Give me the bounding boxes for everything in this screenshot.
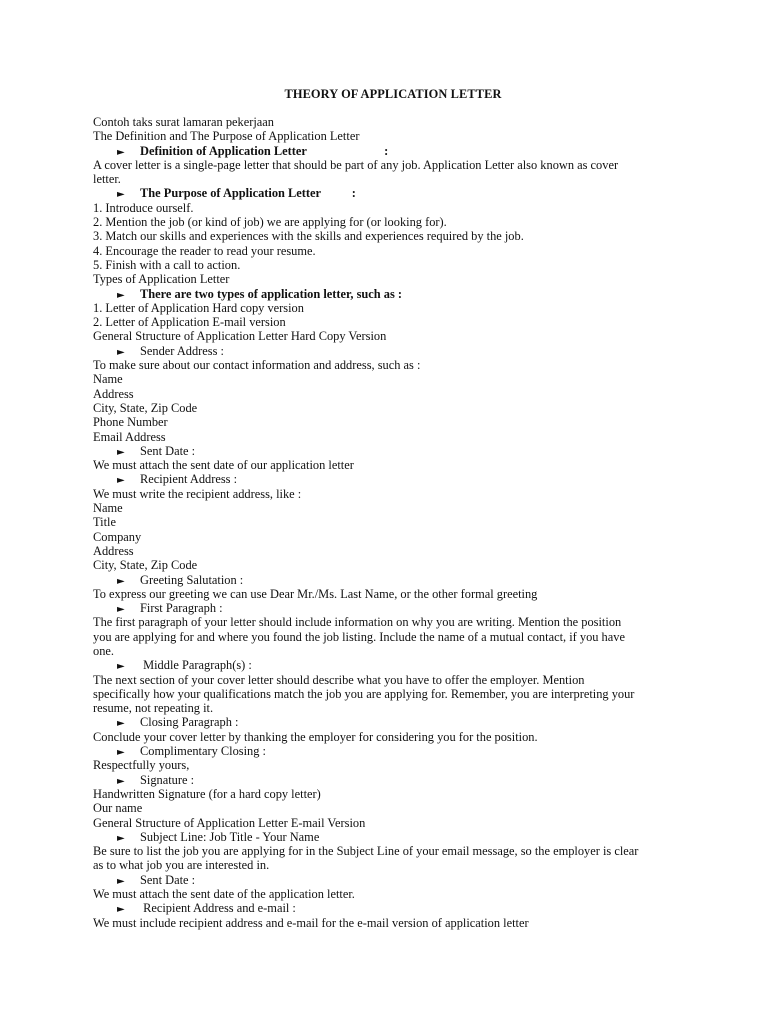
line-text: General Structure of Application Letter E-mail Version [93, 815, 366, 830]
text-line [93, 201, 693, 215]
text-line [93, 787, 693, 801]
line-text: Sender Address : [140, 343, 224, 358]
bullet-arrow-icon: ► [117, 289, 125, 301]
line-text: Sent Date : [140, 443, 196, 458]
text-line [93, 858, 693, 872]
document-title: THEORY OF APPLICATION LETTER [284, 87, 502, 101]
text-line [93, 630, 693, 644]
text-line [93, 801, 693, 815]
text-line [93, 301, 693, 315]
bullet-arrow-icon: ► [117, 775, 125, 787]
bullet-arrow-icon: ► [117, 575, 125, 587]
line-text: Title [93, 515, 116, 530]
text-line [93, 458, 693, 472]
line-text: specifically how your qualifications match the job you are applying for. Remember, you are interpreting your [93, 686, 635, 701]
text-line [93, 701, 693, 715]
bullet-heading-line [93, 873, 693, 887]
line-text: We must include recipient address and e-mail for the e-mail version of application letter [93, 915, 529, 930]
bullet-heading-line [93, 715, 693, 729]
text-line [93, 887, 693, 901]
bullet-arrow-icon: ► [117, 904, 125, 916]
line-text: To express our greeting we can use Dear Mr./Ms. Last Name, or the other formal greeting [93, 586, 538, 601]
bullet-heading-line [93, 658, 693, 672]
bullet-heading-line [93, 601, 693, 615]
text-line [93, 372, 693, 386]
bullet-arrow-icon: ► [117, 832, 125, 844]
text-line [93, 530, 693, 544]
bullet-arrow-icon: ► [117, 189, 125, 201]
text-line [93, 430, 693, 444]
line-text: Sent Date : [140, 872, 196, 887]
line-text: Definition of Application Letter : [140, 143, 389, 158]
bullet-arrow-icon: ► [117, 146, 125, 158]
line-text: We must attach the sent date of the application letter. [93, 887, 355, 902]
line-text: Name [93, 501, 123, 516]
line-text: We must write the recipient address, like : [93, 486, 302, 501]
line-text: Phone Number [93, 415, 168, 430]
line-text: To make sure about our contact information and address, such as : [93, 358, 421, 373]
line-text: 4. Encourage the reader to read your resume. [93, 243, 316, 258]
line-text: Respectfully yours, [93, 758, 190, 773]
line-text: letter. [93, 172, 121, 187]
line-text: Company [93, 529, 142, 544]
bullet-heading-line [93, 901, 693, 915]
line-text: Signature : [140, 772, 195, 787]
line-text: Recipient Address and e-mail : [140, 901, 296, 916]
line-text: 3. Match our skills and experiences with the skills and experiences required by the job. [93, 229, 524, 244]
document-body [93, 115, 693, 930]
text-line [93, 387, 693, 401]
text-line [93, 515, 693, 529]
line-text: 1. Letter of Application Hard copy version [93, 300, 304, 315]
bullet-heading-line [93, 287, 693, 301]
line-text: as to what job you are interested in. [93, 858, 270, 873]
bullet-heading-line [93, 830, 693, 844]
text-line [93, 916, 693, 930]
line-text: 2. Letter of Application E-mail version [93, 315, 286, 330]
text-line [93, 215, 693, 229]
bullet-arrow-icon: ► [117, 875, 125, 887]
text-line [93, 816, 693, 830]
line-text: resume, not repeating it. [93, 701, 214, 716]
bullet-heading-line [93, 773, 693, 787]
text-line [93, 258, 693, 272]
text-line [93, 158, 693, 172]
text-line [93, 172, 693, 186]
text-line [93, 401, 693, 415]
text-line [93, 730, 693, 744]
line-text: Complimentary Closing : [140, 744, 266, 759]
line-text: The Definition and The Purpose of Application Letter [93, 129, 360, 144]
bullet-heading-line [93, 744, 693, 758]
text-line [93, 415, 693, 429]
line-text: First Paragraph : [140, 601, 223, 616]
line-text: Handwritten Signature (for a hard copy letter) [93, 786, 321, 801]
line-text: A cover letter is a single-page letter that should be part of any job. Application Letter also known as cover [93, 157, 619, 172]
line-text: Address [93, 386, 134, 401]
line-text: The next section of your cover letter should describe what you have to offer the employer. Mention [93, 672, 585, 687]
text-line [93, 558, 693, 572]
bullet-heading-line [93, 444, 693, 458]
bullet-arrow-icon: ► [117, 718, 125, 730]
line-text: The first paragraph of your letter should include information on why you are writing. Mention the position [93, 615, 622, 630]
line-text: Name [93, 372, 123, 387]
line-text: 2. Mention the job (or kind of job) we are applying for (or looking for). [93, 215, 447, 230]
bullet-arrow-icon: ► [117, 747, 125, 759]
line-text: Subject Line: Job Title - Your Name [140, 829, 320, 844]
text-line [93, 644, 693, 658]
line-text: 5. Finish with a call to action. [93, 257, 241, 272]
line-text: Middle Paragraph(s) : [140, 658, 252, 673]
bullet-arrow-icon: ► [117, 446, 125, 458]
text-line [93, 758, 693, 772]
line-text: Closing Paragraph : [140, 715, 239, 730]
bullet-arrow-icon: ► [117, 661, 125, 673]
text-line [93, 129, 693, 143]
text-line [93, 329, 693, 343]
line-text: The Purpose of Application Letter : [140, 186, 356, 201]
bullet-heading-line [93, 144, 693, 158]
bullet-arrow-icon: ► [117, 346, 125, 358]
line-text: Address [93, 543, 134, 558]
text-line [93, 487, 693, 501]
text-line [93, 358, 693, 372]
text-line [93, 272, 693, 286]
text-line [93, 501, 693, 515]
bullet-heading-line [93, 472, 693, 486]
text-line [93, 244, 693, 258]
line-text: City, State, Zip Code [93, 400, 198, 415]
line-text: There are two types of application letter, such as : [140, 286, 403, 301]
text-line [93, 115, 693, 129]
bullet-heading-line [93, 573, 693, 587]
bullet-arrow-icon: ► [117, 604, 125, 616]
line-text: Contoh taks surat lamaran pekerjaan [93, 115, 274, 129]
bullet-heading-line [93, 186, 693, 200]
line-text: Our name [93, 801, 143, 816]
text-line [93, 844, 693, 858]
text-line [93, 687, 693, 701]
text-line [93, 587, 693, 601]
line-text: City, State, Zip Code [93, 558, 198, 573]
line-text: Greeting Salutation : [140, 572, 244, 587]
text-line [93, 315, 693, 329]
bullet-heading-line [93, 344, 693, 358]
bullet-arrow-icon: ► [117, 475, 125, 487]
line-text: Conclude your cover letter by thanking the employer for considering you for the position. [93, 729, 538, 744]
text-line [93, 229, 693, 243]
line-text: Be sure to list the job you are applying for in the Subject Line of your email message, so the employer is clear [93, 844, 639, 859]
text-line [93, 673, 693, 687]
line-text: 1. Introduce ourself. [93, 200, 194, 215]
line-text: Recipient Address : [140, 472, 238, 487]
text-line [93, 615, 693, 629]
line-text: Email Address [93, 429, 166, 444]
line-text: We must attach the sent date of our application letter [93, 458, 354, 473]
line-text: General Structure of Application Letter Hard Copy Version [93, 329, 387, 344]
line-text: one. [93, 643, 114, 658]
line-text: Types of Application Letter [93, 272, 230, 287]
line-text: you are applying for and where you found the job listing. Include the name of a mutual contact, if you have [93, 629, 625, 644]
text-line [93, 544, 693, 558]
